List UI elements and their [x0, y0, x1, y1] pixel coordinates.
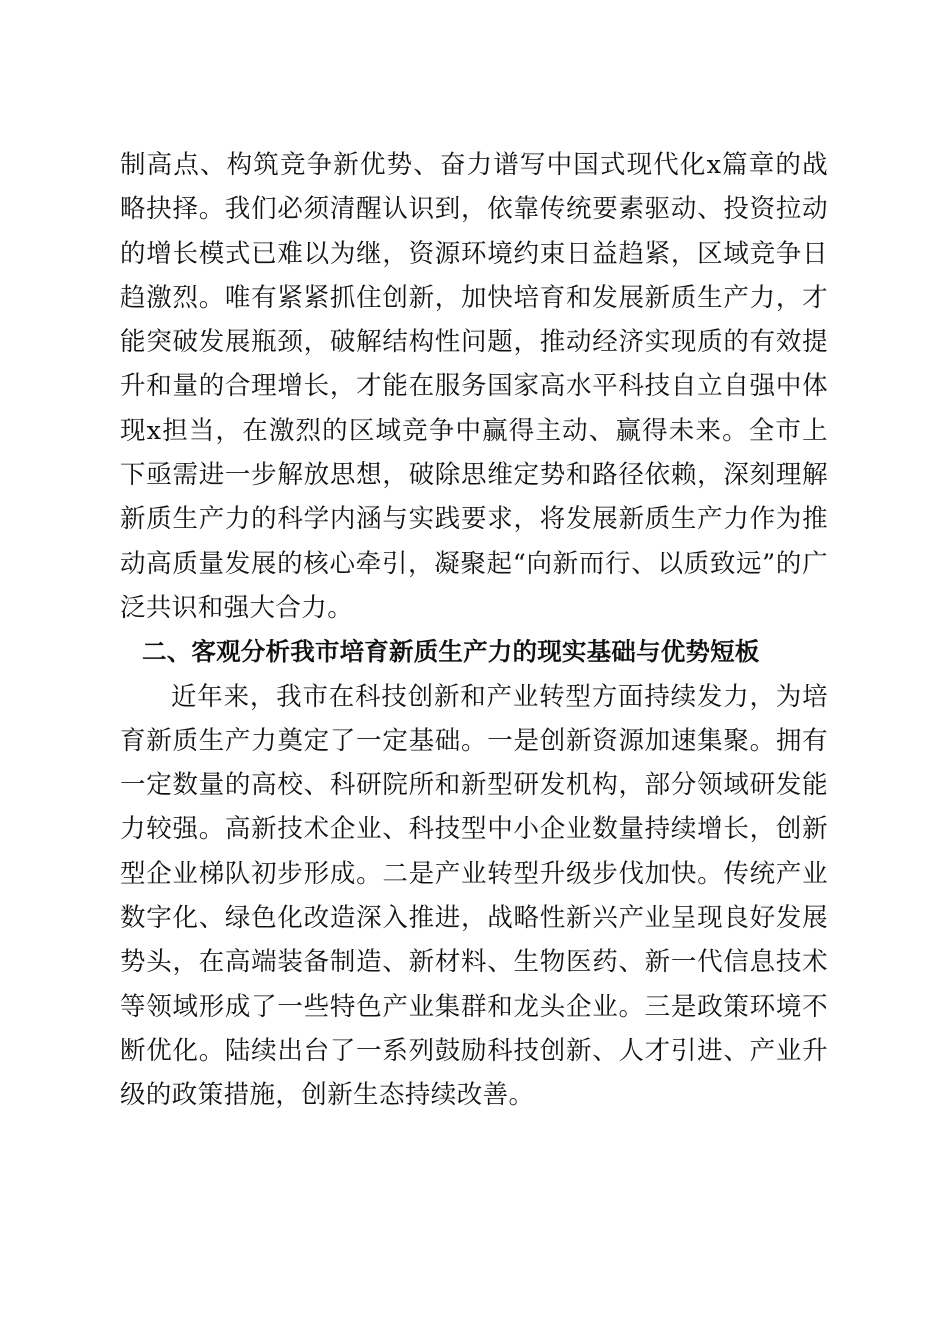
document-body	[120, 143, 828, 1118]
section-heading: 二、客观分析我市培育新质生产力的现实基础与优势短板	[142, 637, 760, 667]
paragraph-section-two: 近年来，我市在科技创新和产业转型方面持续发力，为培育新质生产力奠定了一定基础。一是创新资源加速集聚。拥有一定数量的高校、科研院所和新型研发机构，部分领域研发能力较强。高新技术企业、科技型中小企业数量持续增长，创新型企业梯队初步形成。二是产业转型升级步伐加快。传统产业数字化、绿色化改造深入推进，战略性新兴产业呈现良好发展势头，在高端装备制造、新材料、生物医药、新一代信息技术等领域形成了一些特色产业集群和龙头企业。三是政策环境不断优化。陆续出台了一系列鼓励科技创新、人才引进、产业升级的政策措施，创新生态持续改善。	[120, 681, 828, 1111]
paragraph-continued: 制高点、构筑竞争新优势、奋力谱写中国式现代化x篇章的战略抉择。我们必须清醒认识到，依靠传统要素驱动、投资拉动的增长模式已难以为继，资源环境约束日益趋紧，区域竞争日趋激烈。唯有紧紧抓住创新，加快培育和发展新质生产力，才能突破发展瓶颈，破解结构性问题，推动经济实现质的有效提升和量的合理增长，才能在服务国家高水平科技自立自强中体现x担当，在激烈的区域竞争中赢得主动、赢得未来。全市上下亟需进一步解放思想，破除思维定势和路径依赖，深刻理解新质生产力的科学内涵与实践要求，将发展新质生产力作为推动高质量发展的核心牵引，凝聚起“向新而行、以质致远”的广泛共识和强大合力。	[120, 150, 828, 623]
